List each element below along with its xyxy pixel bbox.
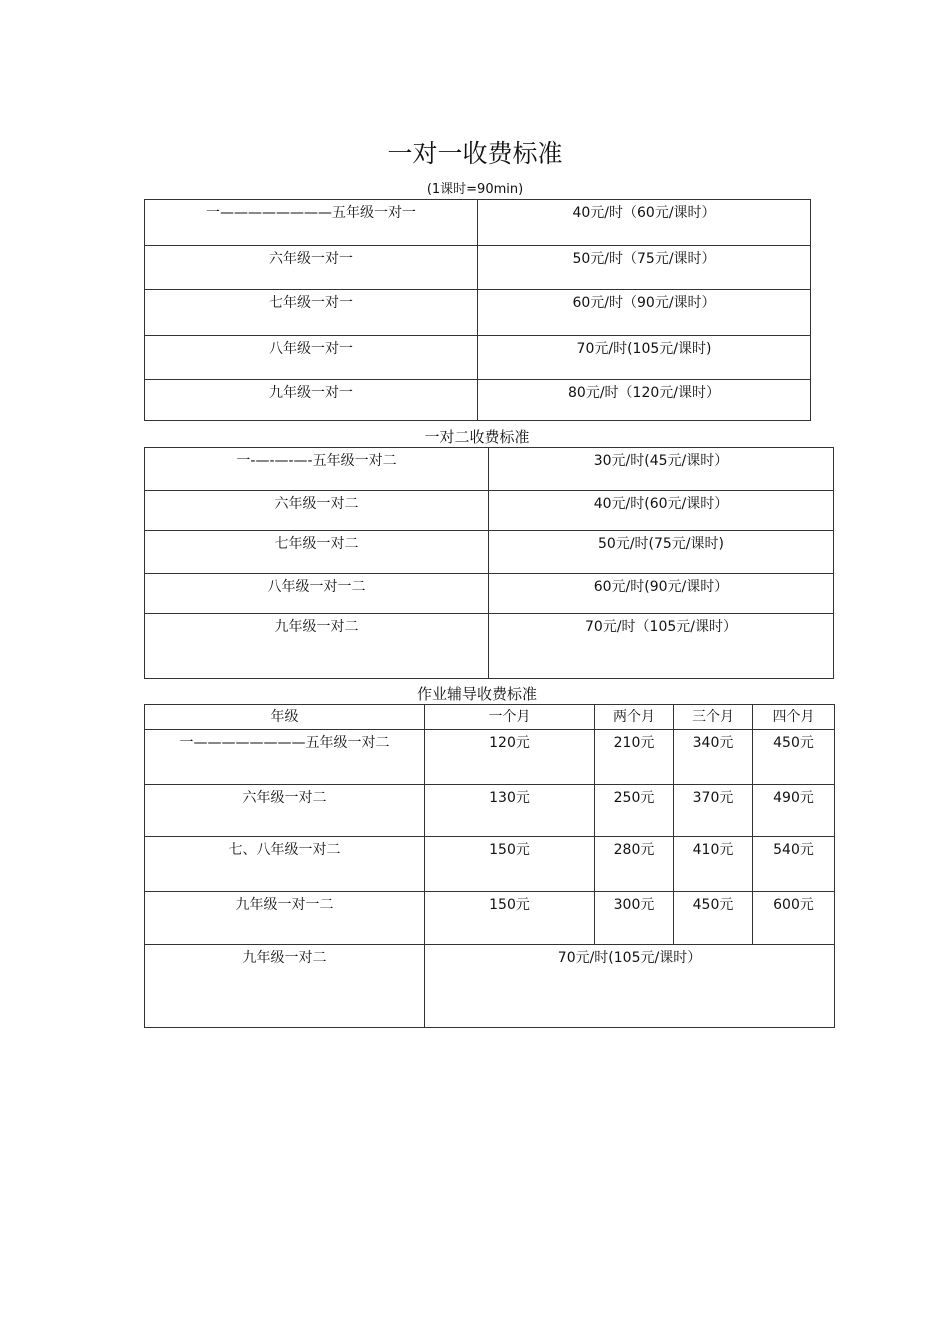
table-row xyxy=(145,614,834,679)
table-row xyxy=(145,290,811,336)
price-cell: 410元 xyxy=(674,837,753,892)
price-cell: 280元 xyxy=(595,837,674,892)
one-on-one-fee-table xyxy=(144,199,811,421)
grade-cell: 九年级一对二 xyxy=(145,945,425,1028)
price-cell: 600元 xyxy=(753,892,835,945)
price-cell: 80元/时（120元/课时） xyxy=(478,380,811,421)
price-cell: 340元 xyxy=(674,730,753,785)
table-row xyxy=(145,785,835,837)
price-cell: 50元/时（75元/课时） xyxy=(478,246,811,290)
header-two-months: 两个月 xyxy=(595,705,674,730)
price-cell: 60元/时(90元/课时） xyxy=(489,574,834,614)
price-cell: 50元/时(75元/课时) xyxy=(489,531,834,574)
price-cell: 70元/时（105元/课时） xyxy=(489,614,834,679)
table-row xyxy=(145,574,834,614)
header-four-months: 四个月 xyxy=(753,705,835,730)
table-row xyxy=(145,945,835,1028)
grade-cell: 九年级一对一二 xyxy=(145,892,425,945)
table-header-row xyxy=(145,705,835,730)
grade-cell: 一————————五年级一对一 xyxy=(145,200,478,246)
grade-cell: 一————————五年级一对二 xyxy=(145,730,425,785)
table-row xyxy=(145,448,834,491)
price-cell: 150元 xyxy=(425,892,595,945)
price-cell: 130元 xyxy=(425,785,595,837)
price-cell: 300元 xyxy=(595,892,674,945)
grade-cell: 八年级一对一 xyxy=(145,336,478,380)
price-cell: 450元 xyxy=(674,892,753,945)
header-grade: 年级 xyxy=(145,705,425,730)
price-cell: 40元/时(60元/课时） xyxy=(489,491,834,531)
table-row xyxy=(145,837,835,892)
grade-cell: 六年级一对二 xyxy=(145,491,489,531)
price-cell: 490元 xyxy=(753,785,835,837)
grade-cell: 九年级一对一 xyxy=(145,380,478,421)
price-cell: 250元 xyxy=(595,785,674,837)
table-row xyxy=(145,531,834,574)
price-cell: 120元 xyxy=(425,730,595,785)
one-on-two-caption: 一对二收费标准 xyxy=(424,428,530,446)
price-cell: 70元/时(105元/课时） xyxy=(425,945,835,1028)
one-on-two-fee-table xyxy=(144,447,834,679)
table-row xyxy=(145,200,811,246)
table-row xyxy=(145,730,835,785)
table-row xyxy=(145,336,811,380)
table-row xyxy=(145,892,835,945)
lesson-duration-note: (1课时=90min) xyxy=(426,182,524,197)
table-row xyxy=(145,491,834,531)
price-cell: 210元 xyxy=(595,730,674,785)
header-three-months: 三个月 xyxy=(674,705,753,730)
table-row xyxy=(145,246,811,290)
price-cell: 150元 xyxy=(425,837,595,892)
grade-cell: 七年级一对一 xyxy=(145,290,478,336)
homework-tutoring-fee-table xyxy=(144,704,835,1028)
price-cell: 60元/时（90元/课时） xyxy=(478,290,811,336)
grade-cell: 六年级一对一 xyxy=(145,246,478,290)
grade-cell: 一-—-—-—-五年级一对二 xyxy=(145,448,489,491)
homework-tutoring-caption: 作业辅导收费标准 xyxy=(416,685,537,703)
price-cell: 450元 xyxy=(753,730,835,785)
price-cell: 70元/时(105元/课时) xyxy=(478,336,811,380)
grade-cell: 六年级一对二 xyxy=(145,785,425,837)
page-title: 一对一收费标准 xyxy=(387,139,563,168)
grade-cell: 七年级一对二 xyxy=(145,531,489,574)
price-cell: 540元 xyxy=(753,837,835,892)
price-cell: 370元 xyxy=(674,785,753,837)
grade-cell: 七、八年级一对二 xyxy=(145,837,425,892)
price-cell: 30元/时(45元/课时） xyxy=(489,448,834,491)
price-cell: 40元/时（60元/课时） xyxy=(478,200,811,246)
grade-cell: 八年级一对一二 xyxy=(145,574,489,614)
header-one-month: 一个月 xyxy=(425,705,595,730)
table-row xyxy=(145,380,811,421)
grade-cell: 九年级一对二 xyxy=(145,614,489,679)
